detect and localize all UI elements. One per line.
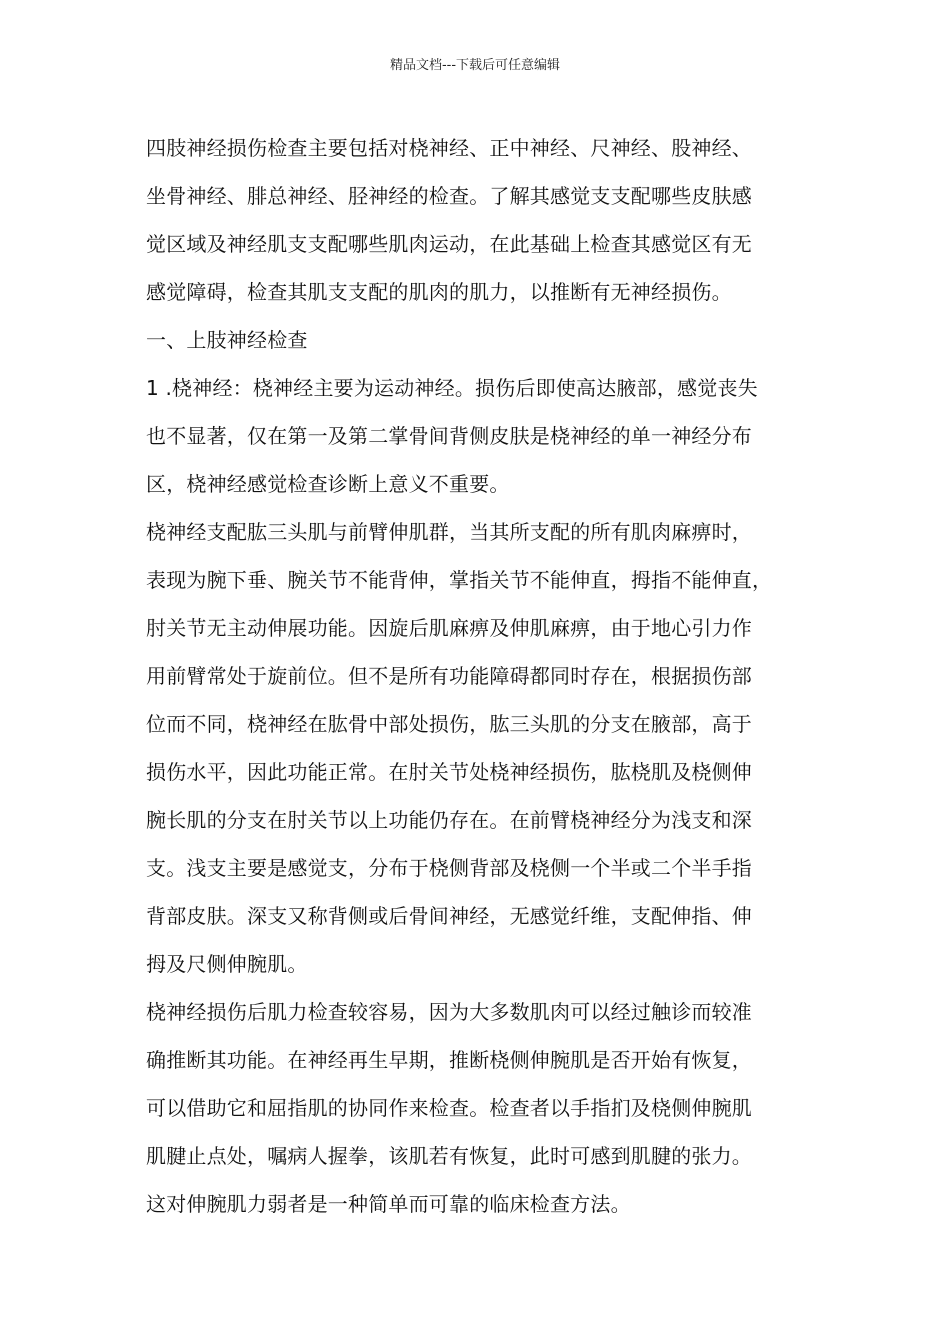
paragraph-line: 肘关节无主动伸展功能。因旋后肌麻痹及伸肌麻痹，由于地心引力作 xyxy=(146,616,752,640)
page-header: 精品文档---下载后可任意编辑 xyxy=(389,58,561,73)
paragraph-line: 觉区域及神经肌支支配哪些肌肉运动，在此基础上检查其感觉区有无 xyxy=(146,232,752,256)
paragraph-line: 坐骨神经、腓总神经、胫神经的检查。了解其感觉支支配哪些皮肤感 xyxy=(146,184,752,208)
paragraph-line: 位而不同，桡神经在肱骨中部处损伤，肱三头肌的分支在腋部，高于 xyxy=(146,712,752,736)
paragraph-line: 损伤水平，因此功能正常。在肘关节处桡神经损伤，肱桡肌及桡侧伸 xyxy=(146,760,752,784)
paragraph-line: 表现为腕下垂、腕关节不能背伸，掌指关节不能伸直，拇指不能伸直， xyxy=(146,568,773,592)
paragraph-line: 四肢神经损伤检查主要包括对桡神经、正中神经、尺神经、股神经、 xyxy=(146,136,752,160)
section-heading: 一、上肢神经检查 xyxy=(146,328,308,352)
paragraph-line: 这对伸腕肌力弱者是一种简单而可靠的临床检查方法。 xyxy=(146,1192,631,1216)
paragraph-line: 区，桡神经感觉检查诊断上意义不重要。 xyxy=(146,472,510,496)
paragraph-line: 肌腱止点处，嘱病人握拳，该肌若有恢复，此时可感到肌腱的张力。 xyxy=(146,1144,752,1168)
document-body xyxy=(146,124,806,1228)
paragraph-line: 腕长肌的分支在肘关节以上功能仍存在。在前臂桡神经分为浅支和深 xyxy=(146,808,752,832)
paragraph-line: 确推断其功能。在神经再生早期，推断桡侧伸腕肌是否开始有恢复， xyxy=(146,1048,752,1072)
paragraph-line: 拇及尺侧伸腕肌。 xyxy=(146,952,308,976)
paragraph-line: 用前臂常处于旋前位。但不是所有功能障碍都同时存在，根据损伤部 xyxy=(146,664,752,688)
paragraph-line: 可以借助它和屈指肌的协同作来检查。检查者以手指扪及桡侧伸腕肌 xyxy=(146,1096,752,1120)
paragraph-line: 感觉障碍，检查其肌支支配的肌肉的肌力，以推断有无神经损伤。 xyxy=(146,280,732,304)
paragraph-line: 桡神经支配肱三头肌与前臂伸肌群，当其所支配的所有肌肉麻痹时， xyxy=(146,520,752,544)
paragraph-line: 1 .桡神经：桡神经主要为运动神经。损伤后即使高达腋部，感觉丧失 xyxy=(146,376,758,400)
paragraph-line: 支。浅支主要是感觉支，分布于桡侧背部及桡侧一个半或二个半手指 xyxy=(146,856,752,880)
paragraph-line: 桡神经损伤后肌力检查较容易，因为大多数肌肉可以经过触诊而较准 xyxy=(146,1000,752,1024)
paragraph-line: 背部皮肤。深支又称背侧或后骨间神经，无感觉纤维，支配伸指、伸 xyxy=(146,904,752,928)
paragraph-line: 也不显著，仅在第一及第二掌骨间背侧皮肤是桡神经的单一神经分布 xyxy=(146,424,752,448)
